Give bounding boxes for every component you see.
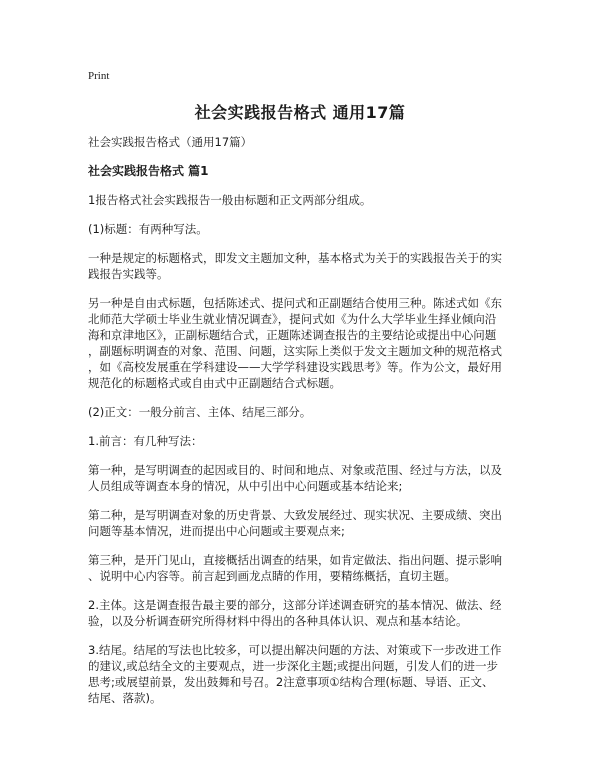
paragraph-line: 思考;或展望前景，发出鼓舞和号召。2注意事项①结构合理(标题、导语、正文、 — [88, 675, 494, 689]
document-title: 社会实践报告格式 通用17篇 — [194, 103, 406, 122]
paragraph-line: 问题等基本情况，进而提出中心问题或主要观点来; — [88, 524, 345, 538]
paragraph-line: ，副题标明调查的对象、范围、问题，这实际上类似于发文主题加文种的规范格式 — [88, 344, 502, 358]
paragraph-line: 2.主体。这是调查报告最主要的部分，这部分详述调查研究的基本情况、做法、经 — [88, 598, 502, 612]
paragraph-line: 践报告实践等。 — [88, 267, 169, 281]
paragraph-line: 另一种是自由式标题，包括陈述式、提问式和正副题结合使用三种。陈述式如《东 — [88, 296, 502, 310]
paragraph-line: 、说明中心内容等。前言起到画龙点睛的作用，要精练概括，直切主题。 — [88, 569, 456, 583]
paragraph — [88, 462, 518, 494]
paragraph — [88, 404, 518, 420]
paragraph-line: 第一种，是写明调查的起因或目的、时间和地点、对象或范围、经过与方法，以及 — [88, 463, 502, 477]
paragraph-line: (2)正文：一般分前言、主体、结尾三部分。 — [88, 405, 312, 419]
paragraph — [88, 642, 518, 706]
paragraph-line: 1报告格式社会实践报告一般由标题和正文两部分组成。 — [88, 193, 372, 207]
paragraph-line: ，如《高校发展重在学科建设——大学学科建设实践思考》等。作为公文，最好用 — [88, 360, 502, 374]
document-subtitle: 社会实践报告格式（通用17篇） — [88, 135, 253, 149]
paragraph-line: 第三种，是开门见山，直接概括出调查的结果，如肯定做法、指出问题、提示影响 — [88, 553, 502, 567]
paragraph — [88, 552, 518, 584]
paragraph-line: 海和京津地区》，正副标题结合式，正题陈述调查报告的主要结论或提出中心问题 — [88, 328, 497, 342]
paragraph-line: 规范化的标题格式或自由式中正副题结合式标题。 — [88, 376, 341, 390]
paragraph — [88, 507, 518, 539]
paragraph-line: 一种是规定的标题格式，即发文主题加文种，基本格式为关于的实践报告关于的实 — [88, 251, 502, 265]
document-body — [88, 134, 518, 719]
paragraph — [88, 192, 518, 208]
paragraph-line: 结尾、落款)。 — [88, 691, 162, 705]
paragraph-line: 北师范大学硕士毕业生就业情况调查》，提问式如《为什么大学毕业生择业倾向沿 — [88, 312, 497, 326]
paragraph-line: 人员组成等调查本身的情况，从中引出中心问题或基本结论来; — [88, 479, 403, 493]
paragraph — [88, 597, 518, 629]
paragraph-list — [88, 192, 518, 706]
paragraph-line: (1)标题：有两种写法。 — [88, 222, 208, 236]
paragraph-line: 验，以及分析调查研究所得材料中得出的各种具体认识、观点和基本结论。 — [88, 614, 468, 628]
paragraph-line: 第二种，是写明调查对象的历史背景、大致发展经过、现实状况、主要成绩、突出 — [88, 508, 502, 522]
section-heading: 社会实践报告格式 篇1 — [88, 164, 209, 178]
paragraph — [88, 433, 518, 449]
print-link[interactable]: Print — [88, 70, 110, 82]
paragraph — [88, 221, 518, 237]
paragraph-line: 3.结尾。结尾的写法也比较多，可以提出解决问题的方法、对策或下一步改进工作 — [88, 643, 502, 657]
paragraph-line: 1.前言：有几种写法： — [88, 434, 203, 448]
paragraph — [88, 295, 518, 391]
paragraph — [88, 250, 518, 282]
paragraph-line: 的建议,或总结全文的主要观点，进一步深化主题;或提出问题，引发人们的进一步 — [88, 659, 499, 673]
